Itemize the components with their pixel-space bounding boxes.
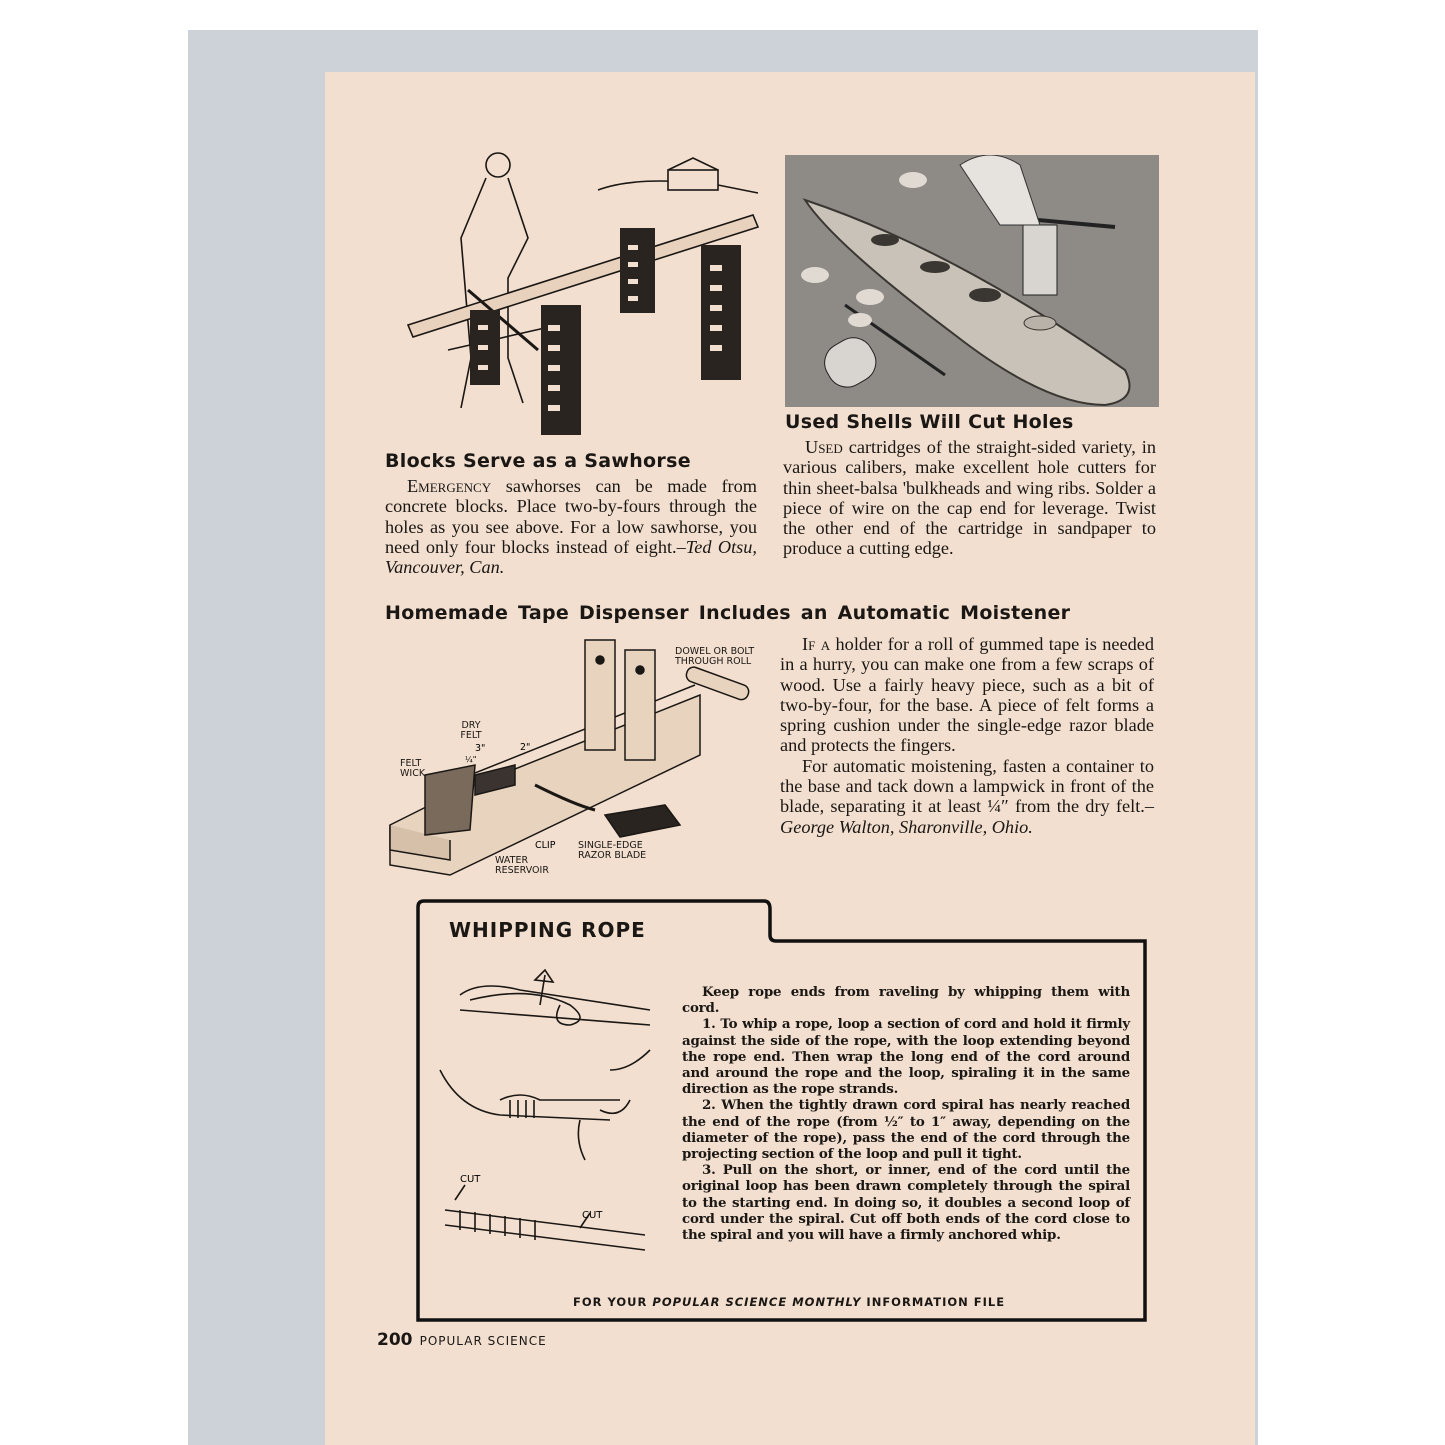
label-dim-2: 2" [520,742,531,753]
label-dry-felt: DRY FELT [460,720,482,741]
cut-label: CUT [582,1210,603,1221]
lead-word: Used [805,437,843,457]
step-paragraph: 2. When the tightly drawn cord spiral has nearly reached the end of the rope (from ½″ to 1″ away, depending on the diameter of the rope), pass the end of the cord through the projecting section of the loop and pull it tight. [682,1097,1130,1163]
page-number: 200 [377,1330,413,1350]
tape-dispenser-illustration [385,635,760,885]
box-title: WHIPPING ROPE [449,918,646,942]
intro-paragraph: Keep rope ends from raveling by whipping them with cord. [682,984,1130,1017]
article-title: Used Shells Will Cut Holes [785,411,1074,433]
article-body [783,437,1156,559]
author-credit: –Ted Otsu, Vancouver, Can. [385,536,757,578]
lead-word: If a [802,634,831,654]
sawhorse-illustration [388,150,763,440]
body-text: holder for a roll of gummed tape is needed in a hurry, you can make one from a few scraps of wood. Use a fairly heavy piece, such as a bit of two-by-four, for the base. A piece of felt forms a spring cushion under the single-edge razor blade and protects the fingers. [780,634,1154,756]
footer-post: INFORMATION FILE [861,1295,1006,1309]
article-body [385,476,757,577]
body-text: For automatic moistening, fasten a container to the base and tack down a lampwick in front of the blade, separating it at least ¼″ from the dry felt. [780,755,1154,817]
page-footer [377,1330,547,1350]
rope-whipping-illustrations [430,960,670,1280]
footer-pre: FOR YOUR [573,1295,653,1309]
article-title: Blocks Serve as a Sawhorse [385,450,691,472]
magazine-name: POPULAR SCIENCE [419,1334,547,1348]
label-felt-wick: FELT WICK [400,758,426,779]
step-paragraph: 3. Pull on the short, or inner, end of the cord until the original loop has been drawn completely through the spiral to the starting end. In doing so, it doubles a second loop of cord under the spiral. Cut off both ends of the cord close to the spiral and you will have a firmly anchored whip. [682,1162,1130,1244]
body-text: cartridges of the straight-sided variety, in various calibers, make excellent hole cutters for thin sheet-balsa 'bulkheads and wing ribs. Solder a piece of wire on the cap end for leverage. Twist the other end of the cartridge in sandpaper to produce a cutting edge. [783,437,1156,559]
footer-brand: POPULAR SCIENCE MONTHLY [652,1295,862,1309]
label-razor: SINGLE-EDGE RAZOR BLADE [578,840,647,861]
label-dim-3: 3" [475,743,486,754]
author-credit: –George Walton, Sharonville, Ohio. [780,796,1154,837]
lead-word: Emergency [407,476,492,496]
body-text: sawhorses can be made from concrete blocks. Place two-by-fours through the holes as you see above. For a low sawhorse, you need only four blocks instead of eight. [385,476,757,557]
article-title: Homemade Tape Dispenser Includes an Automatic Moistener [385,602,1071,624]
label-reservoir: WATER RESERVOIR [495,855,549,876]
info-file-footer [573,1295,1005,1309]
label-dim-quarter: ¼" [465,755,477,764]
shell-cutter-photo [785,155,1159,407]
label-dowel: DOWEL OR BOLT THROUGH ROLL [675,646,755,667]
whipping-rope-text [682,984,1130,1243]
label-clip: CLIP [535,840,556,851]
article-body [780,634,1154,837]
cut-label: CUT [460,1174,481,1185]
step-paragraph: 1. To whip a rope, loop a section of cord and hold it firmly against the side of the rope, with the loop extending beyond the rope end. Then wrap the long end of the cord around and around the rope and the loop, spiraling it in the same direction as the rope strands. [682,1016,1130,1098]
